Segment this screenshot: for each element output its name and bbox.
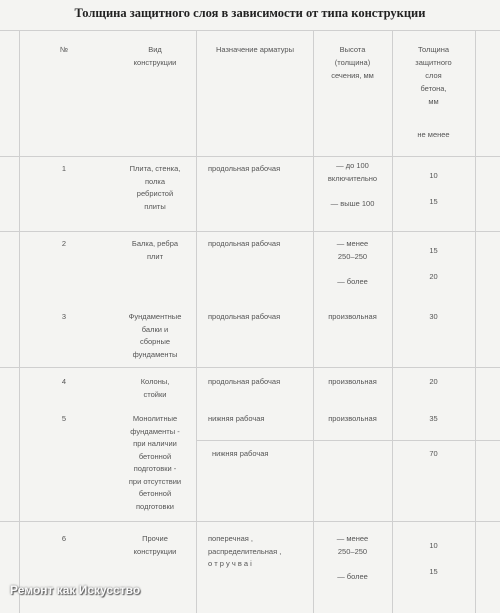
row-2-values <box>392 238 475 290</box>
cell-line: — менее <box>336 239 369 248</box>
row-5-purpose: нижняя рабочая <box>208 414 265 423</box>
cell-line: плит <box>146 251 164 261</box>
header-type <box>115 43 195 69</box>
cell-line: 250–250 <box>337 546 368 556</box>
cell-line: Высота <box>339 45 366 54</box>
cell-line: распределительная , <box>208 546 282 556</box>
protective-layer-table <box>0 30 500 613</box>
cell-line: бетонной <box>138 489 172 498</box>
row-3-num: 3 <box>61 312 67 321</box>
cell-line: Плита, стенка, <box>129 164 181 173</box>
grid-line <box>0 367 500 368</box>
row-3-height <box>313 311 392 324</box>
row-5-values <box>392 413 475 426</box>
cell-line: при отсутствии <box>128 476 182 486</box>
cell-line: Колоны, <box>140 377 170 386</box>
grid-line <box>196 440 500 441</box>
cell-line: мм <box>428 97 439 106</box>
row-4-type <box>113 376 197 401</box>
cell-line: — до 100 <box>336 161 369 170</box>
cell-line: произвольная <box>328 312 377 321</box>
header-thickness <box>392 43 475 108</box>
row-1-height <box>313 160 392 210</box>
row-6-type <box>113 533 197 558</box>
header-min: не менее <box>417 130 450 139</box>
cell-line: 20 <box>429 272 438 281</box>
cell-line: защитного <box>415 58 452 67</box>
row-6-purpose <box>208 533 312 571</box>
row-2-height <box>313 238 392 288</box>
row-6-values <box>392 533 475 585</box>
cell-line: о т р у ч в а і <box>208 559 252 568</box>
cell-line: Толщина <box>417 45 450 54</box>
cell-line: произвольная <box>328 377 377 386</box>
row-2-purpose: продольная рабочая <box>208 239 281 248</box>
cell-line: при наличии <box>133 439 177 448</box>
cell-line <box>313 263 392 276</box>
grid-line <box>0 30 500 31</box>
cell-line: Балка, ребра <box>131 239 179 248</box>
cell-line <box>313 558 392 571</box>
cell-line: Прочие <box>142 534 168 543</box>
row-1-num: 1 <box>61 164 67 173</box>
row-6-num: 6 <box>61 534 67 543</box>
row-3-purpose: продольная рабочая <box>208 312 281 321</box>
cell-line: 30 <box>429 312 438 321</box>
cell-line: 15 <box>429 567 438 576</box>
cell-line: Фундаментные <box>128 312 182 321</box>
site-watermark: Ремонт как Искусство <box>10 583 141 597</box>
grid-line <box>0 156 500 157</box>
header-height <box>313 43 392 82</box>
row-4-num: 4 <box>61 377 67 386</box>
cell-line: конструкции <box>133 58 177 67</box>
cell-line: 35 <box>429 414 438 423</box>
cell-line <box>313 185 392 198</box>
row-4-purpose: продольная рабочая <box>208 377 281 386</box>
cell-line: полка <box>144 176 166 186</box>
grid-line <box>475 30 476 613</box>
cell-line: 15 <box>429 197 438 206</box>
cell-line: произвольная <box>328 414 377 423</box>
cell-line: бетона, <box>420 84 447 93</box>
row-1-values <box>392 163 475 215</box>
cell-line: — менее <box>336 534 369 543</box>
row-1-purpose: продольная рабочая <box>208 164 281 173</box>
cell-line: 70 <box>429 449 438 458</box>
grid-line <box>0 231 500 232</box>
row-4-values <box>392 376 475 389</box>
row-2-type <box>113 238 197 263</box>
grid-line <box>0 521 500 522</box>
cell-line: фундаменты - <box>130 426 180 436</box>
row-5-num: 5 <box>61 414 67 423</box>
cell-line: — более <box>337 276 368 286</box>
cell-line: включительно <box>327 173 378 183</box>
row-3-values <box>392 311 475 324</box>
row-5-type <box>113 413 197 513</box>
cell-line: — более <box>337 571 368 581</box>
row-6-height <box>313 533 392 583</box>
cell-line: 20 <box>429 377 438 386</box>
cell-line: плиты <box>144 201 166 211</box>
row-4-height <box>313 376 392 389</box>
cell-line: поперечная , <box>208 534 254 543</box>
row-2-num: 2 <box>61 239 67 248</box>
cell-line: — выше 100 <box>330 198 375 208</box>
row-3-type <box>113 311 197 361</box>
cell-line: фундаменты <box>132 349 178 359</box>
cell-line: 15 <box>429 246 438 255</box>
cell-line: Монолитные <box>132 414 178 423</box>
header-purpose: Назначение арматуры <box>215 45 294 54</box>
cell-line: 250–250 <box>337 251 368 261</box>
cell-line: сборные <box>139 337 171 346</box>
cell-line: 10 <box>429 171 438 180</box>
cell-line: (толщина) <box>334 58 371 67</box>
cell-line: бетонной <box>138 451 172 461</box>
cell-line: конструкции <box>133 546 177 556</box>
row-5b-purpose: нижняя рабочая <box>212 449 269 458</box>
cell-line: балки и <box>141 324 169 334</box>
row-5b-values <box>392 448 475 461</box>
cell-line: подготовки <box>136 501 174 511</box>
row-1-type <box>113 163 197 213</box>
header-num: № <box>59 45 69 54</box>
cell-line: стойки <box>143 389 167 399</box>
cell-line: ребристой <box>136 189 174 198</box>
cell-line: подготовки - <box>133 464 177 473</box>
cell-line: слоя <box>425 71 442 80</box>
table-title: Толщина защитного слоя в зависимости от типа конструкции <box>74 6 426 20</box>
cell-line: 10 <box>429 541 438 550</box>
row-5-height <box>313 413 392 426</box>
cell-line: сечения, мм <box>331 71 374 80</box>
cell-line: Вид <box>148 45 162 54</box>
